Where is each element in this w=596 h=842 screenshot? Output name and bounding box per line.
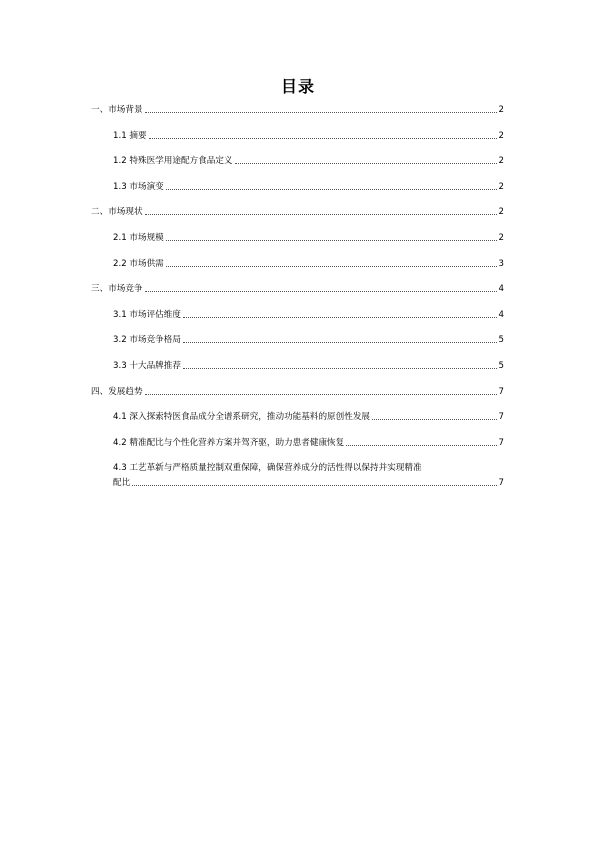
toc-entry-label: 3.1 市场评估维度 bbox=[113, 309, 181, 320]
dot-leader bbox=[183, 317, 497, 318]
toc-page-number: 2 bbox=[498, 207, 504, 218]
dot-leader bbox=[346, 445, 496, 446]
toc-entry-3-3[interactable] bbox=[91, 360, 504, 372]
dot-leader bbox=[166, 266, 497, 267]
toc-entry-4-1[interactable] bbox=[91, 411, 504, 423]
toc-page-number: 5 bbox=[498, 335, 504, 346]
toc-entry-label-line1: 4.3 工艺革新与严格质量控制双重保障，确保营养成分的活性得以保持并实现精准 bbox=[113, 463, 422, 474]
toc-entry-label: 一、市场背景 bbox=[91, 105, 143, 115]
toc-entry-label: 1.3 市场演变 bbox=[113, 181, 164, 192]
toc-entry-2-1[interactable] bbox=[91, 232, 504, 244]
dot-leader bbox=[166, 240, 497, 241]
toc-entry-4-3[interactable] bbox=[91, 462, 504, 489]
toc-entry-label: 2.2 市场供需 bbox=[113, 258, 164, 269]
dot-leader bbox=[372, 419, 497, 420]
dot-leader bbox=[235, 163, 497, 164]
table-of-contents bbox=[91, 104, 504, 489]
toc-page-number: 7 bbox=[498, 478, 504, 489]
toc-entry-1-1[interactable] bbox=[91, 130, 504, 142]
dot-leader bbox=[166, 189, 497, 190]
toc-entry-1-2[interactable] bbox=[91, 155, 504, 167]
toc-page-number: 2 bbox=[498, 232, 504, 243]
toc-entry-label: 1.1 摘要 bbox=[113, 130, 147, 141]
dot-leader bbox=[145, 112, 497, 113]
dot-leader bbox=[145, 214, 497, 215]
toc-page-number: 2 bbox=[498, 105, 504, 115]
dot-leader bbox=[145, 291, 497, 292]
toc-entry-label: 3.3 十大品牌推荐 bbox=[113, 360, 181, 371]
toc-entry-label: 四、发展趋势 bbox=[91, 386, 143, 397]
toc-entry-label: 2.1 市场规模 bbox=[113, 232, 164, 243]
toc-page-number: 2 bbox=[498, 181, 504, 192]
toc-page-number: 4 bbox=[498, 284, 504, 295]
toc-entry-label: 4.2 精准配比与个性化营养方案并驾齐驱，助力患者健康恢复 bbox=[113, 437, 345, 448]
toc-page-number: 7 bbox=[498, 437, 504, 448]
toc-entry-3-1[interactable] bbox=[91, 309, 504, 321]
toc-entry-label: 三、市场竞争 bbox=[91, 284, 143, 295]
toc-entry-label: 4.1 深入探索特医食品成分全谱系研究，推动功能基料的原创性发展 bbox=[113, 412, 371, 423]
toc-title: 目录 bbox=[280, 77, 315, 96]
toc-entry-4-2[interactable] bbox=[91, 437, 504, 449]
toc-entry-1-3[interactable] bbox=[91, 181, 504, 193]
dot-leader bbox=[132, 485, 496, 486]
toc-entry-2-2[interactable] bbox=[91, 258, 504, 270]
toc-entry-label-line2: 配比 bbox=[113, 478, 131, 489]
toc-entry-section-2[interactable] bbox=[91, 206, 504, 218]
toc-entry-3-2[interactable] bbox=[91, 334, 504, 346]
toc-page-number: 7 bbox=[498, 412, 504, 423]
toc-entry-label: 二、市场现状 bbox=[91, 207, 143, 218]
dot-leader bbox=[183, 368, 497, 369]
dot-leader bbox=[149, 138, 497, 139]
toc-entry-section-3[interactable] bbox=[91, 283, 504, 295]
toc-page-number: 7 bbox=[498, 386, 504, 397]
dot-leader bbox=[145, 394, 497, 395]
toc-entry-label: 1.2 特殊医学用途配方食品定义 bbox=[113, 156, 233, 167]
toc-page-number: 2 bbox=[498, 156, 504, 167]
toc-entry-section-4[interactable] bbox=[91, 386, 504, 398]
toc-page-number: 5 bbox=[498, 360, 504, 371]
toc-entry-label: 3.2 市场竞争格局 bbox=[113, 335, 181, 346]
toc-page-number: 2 bbox=[498, 130, 504, 141]
toc-page-number: 3 bbox=[498, 258, 504, 269]
toc-page-number: 4 bbox=[498, 309, 504, 320]
dot-leader bbox=[183, 342, 497, 343]
toc-entry-section-1[interactable] bbox=[91, 104, 504, 116]
